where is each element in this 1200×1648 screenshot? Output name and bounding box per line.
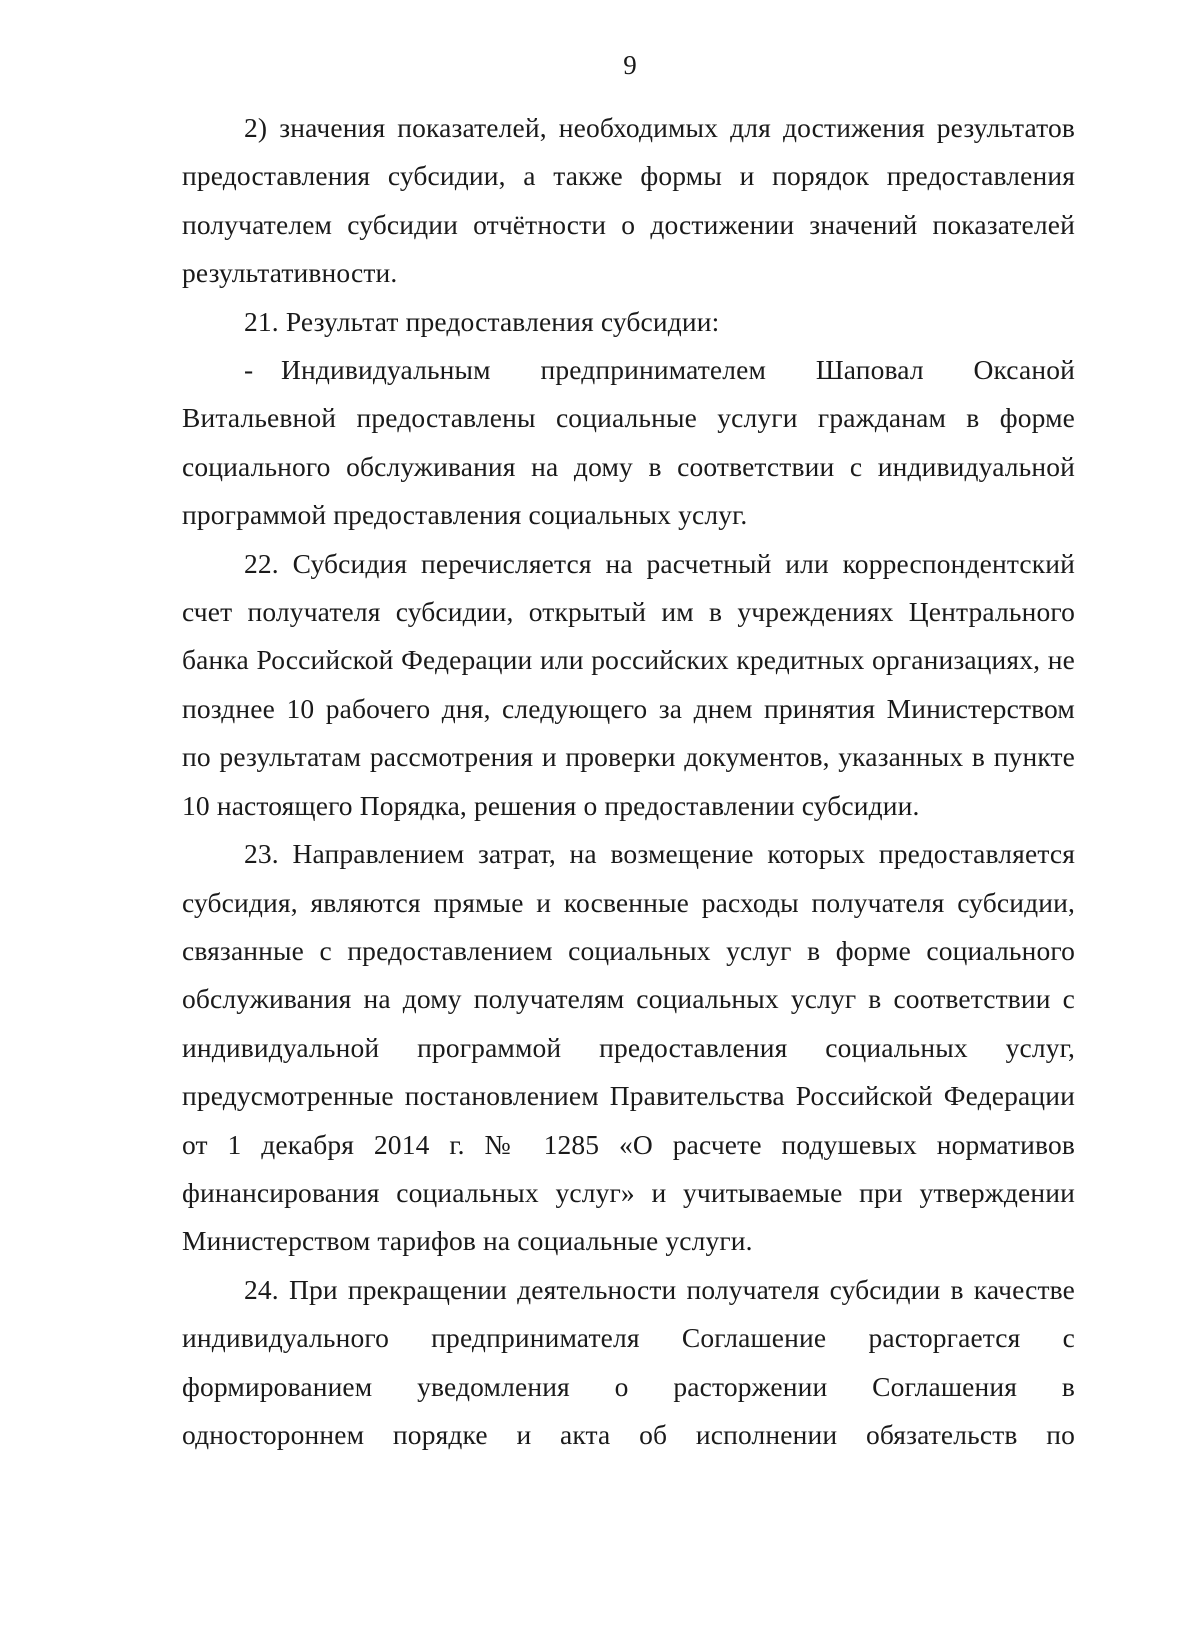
paragraph-20-item-2: 2) значения показателей, необходимых для достижения результатов предоставления субсидии, а также формы и порядок предоставления получателем субсидии отчётности о достижении значений показателей результативности. (182, 112, 1075, 289)
paragraph-24: 24. При прекращении деятельности получателя субсидии в качестве индивидуального предпринимателя Соглашение расторгается с формированием уведомления о расторжении Соглашения в одностороннем порядке и акта об исполнении обязательств по (182, 1273, 1075, 1450)
paragraph-22: 22. Субсидия перечисляется на расчетный или корреспондентский счет получателя субсидии, открытый им в учреждениях Центрального банка Российской Федерации или российских кредитных организациях, не позднее 10 рабочего дня, следующего за днем принятия Министерством по результатам рассмотрения и проверки документов, указанных в пункте 10 настоящего Порядка, решения о предоставлении субсидии. (182, 547, 1075, 821)
paragraph-21: 21. Результат предоставления субсидии: (244, 305, 720, 337)
page-number: 9 (623, 50, 637, 80)
paragraph-21-bullet: - Индивидуальным предпринимателем Шаповал Оксаной Витальевной предоставлены социальные услуги гражданам в форме социального обслуживания на дому в соответствии с индивидуальной программой предоставления социальных услуг. (182, 354, 1075, 531)
document-body (182, 104, 1075, 1459)
paragraph-23: 23. Направлением затрат, на возмещение которых предоставляется субсидия, являются прямые и косвенные расходы получателя субсидии, связанные с предоставлением социальных услуг в форме социального обслуживания на дому получателям социальных услуг в соответствии с индивидуальной программой предоставления социальных услуг, предусмотренные постановлением Правительства Российской Федерации от 1 декабря 2014 г. № 1285 «О расчете подушевых нормативов финансирования социальных услуг» и учитываемые при утверждении Министерством тарифов на социальные услуги. (182, 838, 1075, 1257)
